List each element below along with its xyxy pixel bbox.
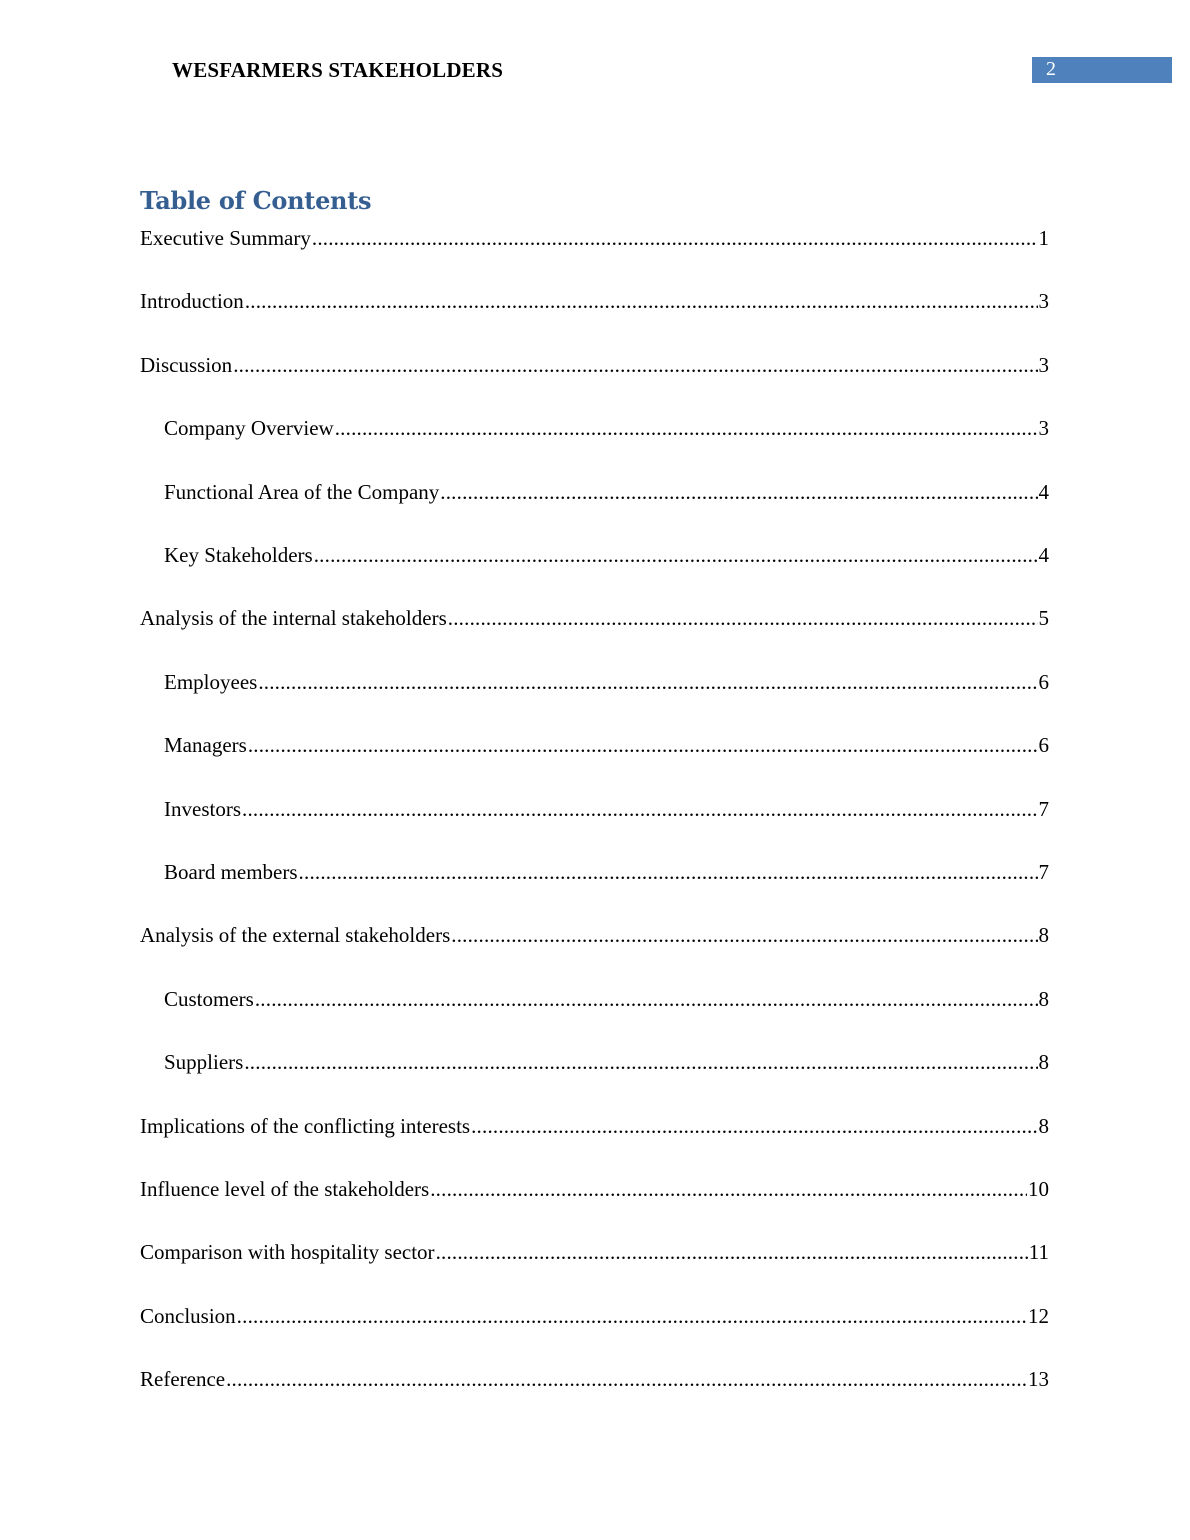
toc-dot-leader (248, 731, 1038, 759)
toc-dot-leader (314, 541, 1038, 569)
running-header-title: WESFARMERS STAKEHOLDERS (172, 58, 504, 82)
toc-entry[interactable] (164, 858, 1049, 886)
toc-dot-leader (233, 351, 1037, 379)
toc-entry-page: 8 (1038, 923, 1049, 947)
toc-entry-label: Comparison with hospitality sector (140, 1240, 435, 1264)
toc-dot-leader (312, 224, 1038, 252)
toc-entry[interactable] (140, 351, 1049, 379)
toc-entry[interactable] (164, 731, 1049, 759)
toc-dot-leader (436, 1238, 1028, 1266)
toc-entry-label: Analysis of the internal stakeholders (140, 606, 447, 630)
toc-entry-label: Investors (164, 797, 241, 821)
toc-entry-label: Key Stakeholders (164, 543, 313, 567)
toc-entry-page: 4 (1038, 480, 1049, 504)
toc-entry-label: Employees (164, 670, 258, 694)
toc-entry[interactable] (164, 478, 1049, 506)
toc-dot-leader (335, 414, 1038, 442)
toc-entry-page: 13 (1028, 1367, 1049, 1391)
toc-dot-leader (299, 858, 1038, 886)
toc-entry-label: Managers (164, 733, 247, 757)
toc-entry-label: Analysis of the external stakeholders (140, 923, 451, 947)
toc-entry-page: 8 (1038, 1114, 1049, 1138)
toc-entry-page: 3 (1038, 416, 1049, 440)
toc-entry-page: 1 (1038, 226, 1049, 250)
toc-dot-leader (226, 1365, 1027, 1393)
toc-entry[interactable] (140, 604, 1049, 632)
toc-entry-label: Suppliers (164, 1050, 244, 1074)
toc-entry[interactable] (140, 287, 1049, 315)
toc-dot-leader (471, 1112, 1037, 1140)
toc-entry[interactable] (164, 414, 1049, 442)
toc-entry[interactable] (140, 1112, 1049, 1140)
toc-entry-page: 7 (1038, 860, 1049, 884)
toc-entry-page: 3 (1038, 289, 1049, 313)
toc-entry-page: 10 (1028, 1177, 1049, 1201)
toc-entry[interactable] (164, 795, 1049, 823)
toc-entry-label: Functional Area of the Company (164, 480, 440, 504)
toc-entry-page: 11 (1028, 1240, 1049, 1264)
toc-dot-leader (258, 668, 1037, 696)
toc-entry[interactable] (140, 1302, 1049, 1330)
toc-entry-page: 8 (1038, 1050, 1049, 1074)
toc-entry[interactable] (164, 541, 1049, 569)
toc-dot-leader (430, 1175, 1027, 1203)
toc-entry-label: Customers (164, 987, 254, 1011)
toc-entry-page: 5 (1038, 606, 1049, 630)
toc-heading: Table of Contents (140, 186, 372, 215)
toc-entry-label: Implications of the conflicting interests (140, 1114, 471, 1138)
toc-entry[interactable] (140, 224, 1049, 252)
toc-entry-label: Board members (164, 860, 298, 884)
toc-entry[interactable] (140, 921, 1049, 949)
toc-entry-page: 6 (1038, 733, 1049, 757)
toc-entry-label: Discussion (140, 353, 233, 377)
toc-dot-leader (242, 795, 1038, 823)
toc-entry-label: Reference (140, 1367, 226, 1391)
toc-entry-page: 3 (1038, 353, 1049, 377)
toc-dot-leader (255, 985, 1038, 1013)
toc-dot-leader (451, 921, 1037, 949)
toc-entry-label: Introduction (140, 289, 244, 313)
toc-entry-page: 6 (1038, 670, 1049, 694)
toc-entry[interactable] (140, 1365, 1049, 1393)
toc-entry-page: 7 (1038, 797, 1049, 821)
toc-entry[interactable] (164, 1048, 1049, 1076)
toc-entry[interactable] (164, 668, 1049, 696)
toc-entry[interactable] (140, 1175, 1049, 1203)
toc-dot-leader (237, 1302, 1027, 1330)
toc-dot-leader (448, 604, 1038, 632)
page-number: 2 (1046, 58, 1056, 80)
toc-dot-leader (440, 478, 1037, 506)
toc-dot-leader (245, 287, 1038, 315)
page-number-badge (1032, 57, 1172, 83)
toc-entry-label: Executive Summary (140, 226, 311, 250)
toc-entry-page: 12 (1028, 1304, 1049, 1328)
toc-entry-page: 8 (1038, 987, 1049, 1011)
toc-entry[interactable] (140, 1238, 1049, 1266)
toc-entry-label: Conclusion (140, 1304, 236, 1328)
toc-entry-page: 4 (1038, 543, 1049, 567)
toc-entry[interactable] (164, 985, 1049, 1013)
toc-dot-leader (244, 1048, 1037, 1076)
toc-entry-label: Company Overview (164, 416, 334, 440)
toc-entry-label: Influence level of the stakeholders (140, 1177, 430, 1201)
